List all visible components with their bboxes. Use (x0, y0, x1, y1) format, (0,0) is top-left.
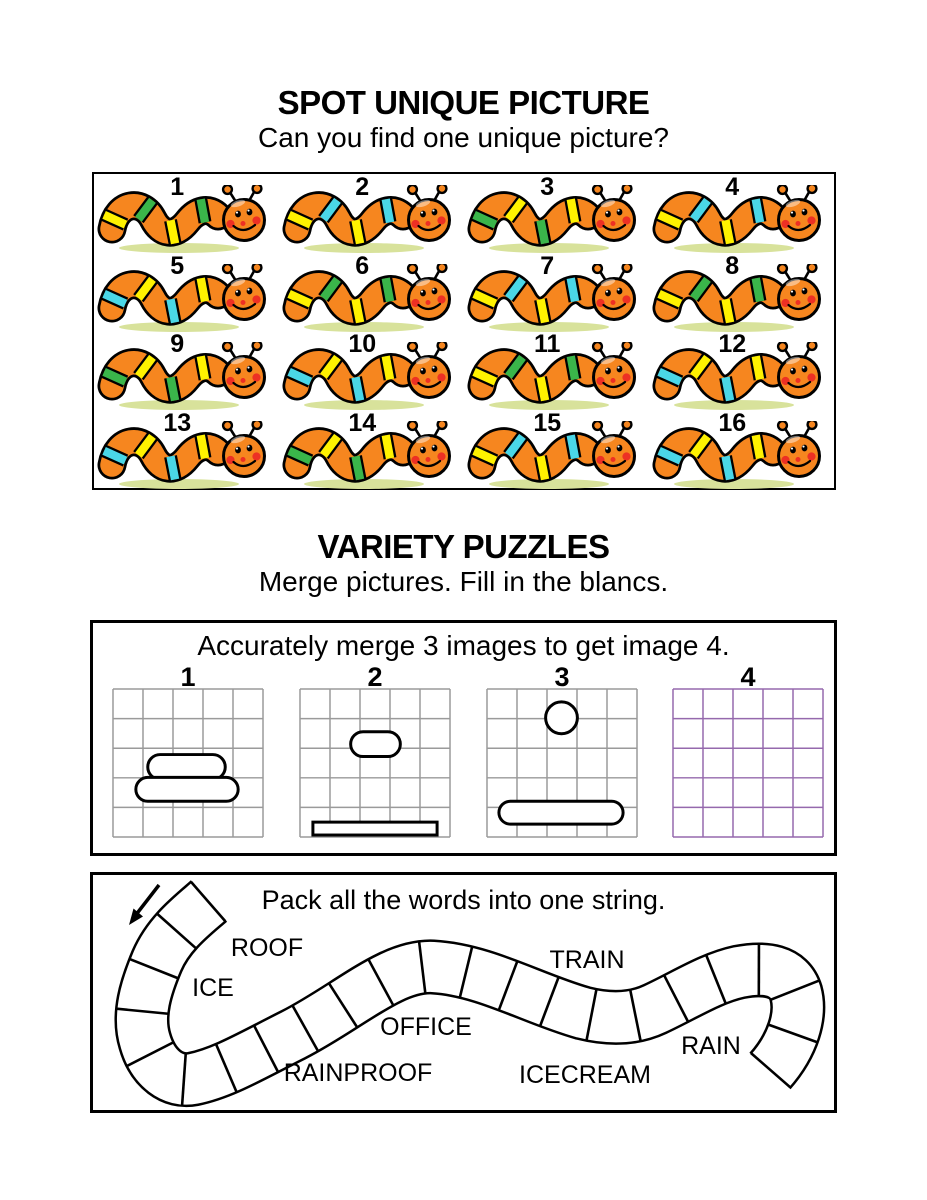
word-puzzle-box (90, 872, 837, 1113)
merge-panel-number: 2 (367, 662, 383, 692)
caterpillar-cell (464, 253, 649, 332)
caterpillar-number: 1 (170, 173, 185, 201)
merge-panel-grid (112, 688, 264, 840)
caterpillar-cell (94, 174, 279, 253)
caterpillar-cell (464, 174, 649, 253)
caterpillar-cell (94, 253, 279, 332)
caterpillar-grid (94, 174, 834, 488)
puzzle-shape (148, 755, 225, 780)
variety-section-subtitle: Merge pictures. Fill in the blancs. (258, 566, 669, 597)
word-label: RAINPROOF (283, 1059, 433, 1087)
spot-section-title: SPOT UNIQUE PICTURE (277, 84, 650, 121)
caterpillar-number: 10 (348, 330, 377, 358)
merge-panel (672, 662, 824, 840)
caterpillar-image (282, 185, 462, 255)
caterpillar-image (652, 264, 832, 334)
word-label: ROOF (230, 934, 304, 962)
caterpillar-cell (279, 410, 464, 489)
caterpillar-number: 13 (163, 408, 192, 437)
caterpillar-head (408, 185, 449, 241)
puzzle-shape (499, 801, 623, 824)
caterpillar-head (593, 185, 634, 241)
caterpillar-image (467, 264, 647, 334)
caterpillar-head (593, 342, 634, 398)
caterpillar-number: 8 (725, 251, 740, 280)
caterpillar-number: 11 (534, 330, 561, 358)
puzzle-shape (351, 732, 401, 757)
word-instruction: Pack all the words into one string. (261, 885, 666, 915)
caterpillar-cell (464, 331, 649, 410)
caterpillar-cell (279, 174, 464, 253)
caterpillar-cell (649, 174, 834, 253)
caterpillar-number: 15 (533, 408, 562, 437)
caterpillar-head (778, 342, 819, 398)
merge-panel-grid (299, 688, 451, 840)
caterpillar-image (97, 185, 277, 255)
caterpillar-cell (94, 410, 279, 489)
word-label: OFFICE (380, 1013, 472, 1041)
caterpillar-number: 9 (170, 330, 185, 358)
caterpillar-head (408, 421, 449, 477)
caterpillar-head (223, 264, 264, 320)
caterpillar-head (223, 185, 264, 241)
caterpillar-number: 6 (355, 251, 370, 280)
merge-puzzle-box (90, 620, 837, 856)
caterpillar-head (223, 421, 264, 477)
word-label: ICECREAM (519, 1061, 651, 1089)
caterpillar-head (408, 264, 449, 320)
merge-instruction: Accurately merge 3 images to get image 4. (197, 630, 730, 661)
caterpillar-image (97, 342, 277, 412)
merge-panel-number: 4 (740, 662, 756, 692)
caterpillar-head (408, 342, 449, 398)
caterpillar-head (593, 421, 634, 477)
caterpillar-number: 16 (718, 408, 747, 437)
merge-panel-grid (672, 688, 824, 840)
merge-panel (486, 662, 638, 840)
spot-section-subtitle: Can you find one unique picture? (258, 122, 669, 153)
caterpillar-number: 12 (718, 330, 747, 358)
caterpillar-number: 2 (355, 173, 370, 201)
merge-panel-number: 1 (180, 662, 196, 692)
caterpillar-image (467, 185, 647, 255)
spot-unique-picture-box (92, 172, 836, 490)
variety-section-title: VARIETY PUZZLES (317, 528, 610, 565)
merge-panel (299, 662, 451, 840)
caterpillar-head (778, 421, 819, 477)
caterpillar-image (652, 185, 832, 255)
caterpillar-number: 5 (170, 251, 185, 280)
word-label: TRAIN (549, 946, 625, 974)
caterpillar-head (778, 264, 819, 320)
caterpillar-cell (464, 410, 649, 489)
puzzle-shape (313, 822, 437, 835)
caterpillar-head (593, 264, 634, 320)
caterpillar-cell (649, 410, 834, 489)
word-label: ICE (192, 974, 234, 1002)
merge-panel-number: 3 (554, 662, 570, 692)
puzzle-shape (136, 777, 238, 801)
merge-panel-grid (486, 688, 638, 840)
caterpillar-image (97, 264, 277, 334)
caterpillar-cell (279, 331, 464, 410)
merge-panel (112, 662, 264, 840)
puzzle-shape (546, 702, 578, 734)
caterpillar-head (223, 342, 264, 398)
caterpillar-number: 14 (348, 408, 377, 437)
caterpillar-cell (649, 331, 834, 410)
caterpillar-number: 4 (725, 173, 740, 201)
caterpillar-cell (279, 253, 464, 332)
caterpillar-number: 7 (540, 251, 555, 280)
caterpillar-image (282, 264, 462, 334)
caterpillar-head (778, 185, 819, 241)
caterpillar-cell (649, 253, 834, 332)
caterpillar-number: 3 (540, 173, 555, 201)
word-label: RAIN (681, 1032, 741, 1060)
caterpillar-cell (94, 331, 279, 410)
